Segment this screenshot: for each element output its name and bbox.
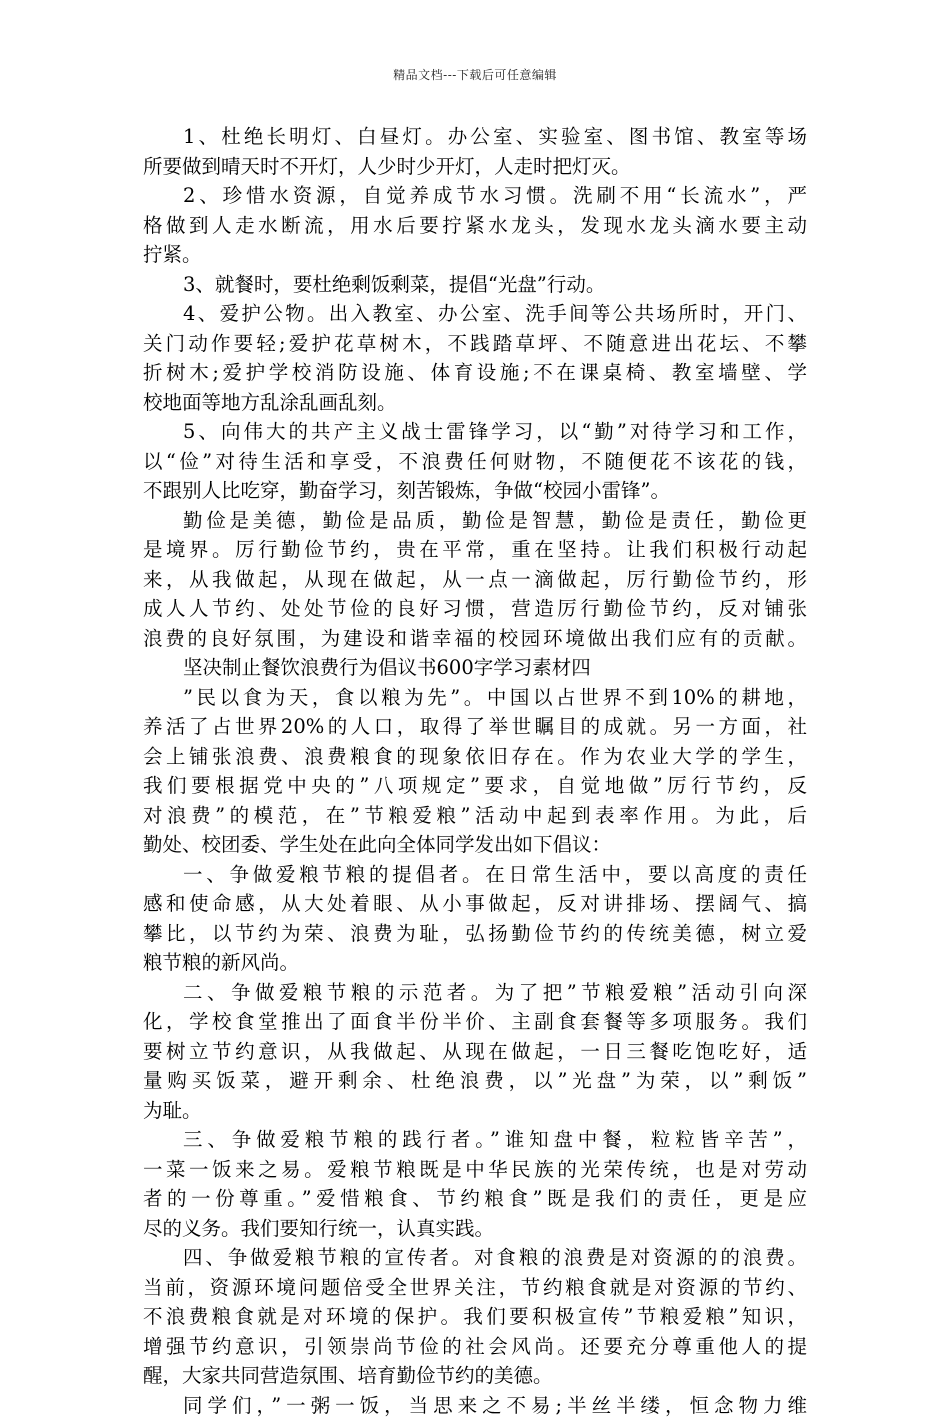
text-line: 来，从我做起，从现在做起，从一点一滴做起，厉行勤俭节约，形 [143,565,807,595]
text-line: 三、争做爱粮节粮的践行者。”谁知盘中餐，粒粒皆辛苦”， [143,1125,807,1155]
text-line: 所要做到晴天时不开灯，人少时少开灯，人走时把灯灭。 [143,152,807,182]
text-line: 2、珍惜水资源，自觉养成节水习惯。洗刷不用“长流水”，严 [143,181,807,211]
text-line: 攀比，以节约为荣、浪费为耻，弘扬勤俭节约的传统美德，树立爱 [143,919,807,949]
text-line: 为耻。 [143,1096,807,1126]
text-line: 一菜一饭来之易。爱粮节粮既是中华民族的光荣传统，也是对劳动 [143,1155,807,1185]
text-line: 校地面等地方乱涂乱画乱刻。 [143,388,807,418]
text-line: 醒，大家共同营造氛围、培育勤俭节约的美德。 [143,1361,807,1391]
text-line: 不浪费粮食就是对环境的保护。我们要积极宣传”节粮爱粮”知识， [143,1302,807,1332]
page-header: 精品文档---下载后可任意编辑 [0,66,950,83]
text-line: 粮节粮的新风尚。 [143,948,807,978]
text-line: 是境界。厉行勤俭节约，贵在平常，重在坚持。让我们积极行动起 [143,535,807,565]
text-line: 增强节约意识，引领崇尚节俭的社会风尚。还要充分尊重他人的提 [143,1332,807,1362]
text-line: 养活了占世界20%的人口，取得了举世瞩目的成就。另一方面，社 [143,712,807,742]
text-line: 以“俭”对待生活和享受，不浪费任何财物，不随便花不该花的钱， [143,447,807,477]
text-line: 当前，资源环境问题倍受全世界关注，节约粮食就是对资源的节约、 [143,1273,807,1303]
text-line: 5、向伟大的共产主义战士雷锋学习，以“勤”对待学习和工作， [143,417,807,447]
text-line: 1、杜绝长明灯、白昼灯。办公室、实验室、图书馆、教室等场 [143,122,807,152]
text-line: 量购买饭菜，避开剩余、杜绝浪费，以”光盘”为荣，以”剩饭” [143,1066,807,1096]
text-line: 浪费的良好氛围，为建设和谐幸福的校园环境做出我们应有的贡献。 [143,624,807,654]
text-line: 成人人节约、处处节俭的良好习惯，营造厉行勤俭节约，反对铺张 [143,594,807,624]
text-line: 折树木;爱护学校消防设施、体育设施;不在课桌椅、教室墙壁、学 [143,358,807,388]
text-line: 同学们，”一粥一饭，当思来之不易;半丝半缕，恒念物力维 [143,1391,807,1420]
text-line: 感和使命感，从大处着眼、从小事做起，反对讲排场、摆阔气、搞 [143,889,807,919]
text-line: 勤俭是美德，勤俭是品质，勤俭是智慧，勤俭是责任，勤俭更 [143,506,807,536]
text-line: 四、争做爱粮节粮的宣传者。对食粮的浪费是对资源的的浪费。 [143,1243,807,1273]
text-line: 4、爱护公物。出入教室、办公室、洗手间等公共场所时，开门、 [143,299,807,329]
text-line: 不跟别人比吃穿，勤奋学习，刻苦锻炼，争做“校园小雷锋”。 [143,476,807,506]
text-line: 对浪费”的模范，在”节粮爱粮”活动中起到表率作用。为此，后 [143,801,807,831]
text-line: 格做到人走水断流，用水后要拧紧水龙头，发现水龙头滴水要主动 [143,211,807,241]
document-body [143,122,807,1420]
text-line: 会上铺张浪费、浪费粮食的现象依旧存在。作为农业大学的学生， [143,742,807,772]
text-line: 要树立节约意识，从我做起、从现在做起，一日三餐吃饱吃好，适 [143,1037,807,1067]
text-line: 二、争做爱粮节粮的示范者。为了把”节粮爱粮”活动引向深 [143,978,807,1008]
text-line: 关门动作要轻;爱护花草树木，不践踏草坪、不随意进出花坛、不攀 [143,329,807,359]
text-line: 勤处、校团委、学生处在此向全体同学发出如下倡议： [143,830,807,860]
text-line: 拧紧。 [143,240,807,270]
text-line: 我们要根据党中央的”八项规定”要求，自觉地做”厉行节约，反 [143,771,807,801]
section-title: 坚决制止餐饮浪费行为倡议书600字学习素材四 [143,653,807,683]
text-line: 3、就餐时，要杜绝剩饭剩菜，提倡“光盘”行动。 [143,270,807,300]
text-line: 化，学校食堂推出了面食半份半价、主副食套餐等多项服务。我们 [143,1007,807,1037]
text-line: ”民以食为天，食以粮为先”。中国以占世界不到10%的耕地， [143,683,807,713]
text-line: 一、争做爱粮节粮的提倡者。在日常生活中，要以高度的责任 [143,860,807,890]
text-line: 者的一份尊重。”爱惜粮食、节约粮食”既是我们的责任，更是应 [143,1184,807,1214]
text-line: 尽的义务。我们要知行统一，认真实践。 [143,1214,807,1244]
